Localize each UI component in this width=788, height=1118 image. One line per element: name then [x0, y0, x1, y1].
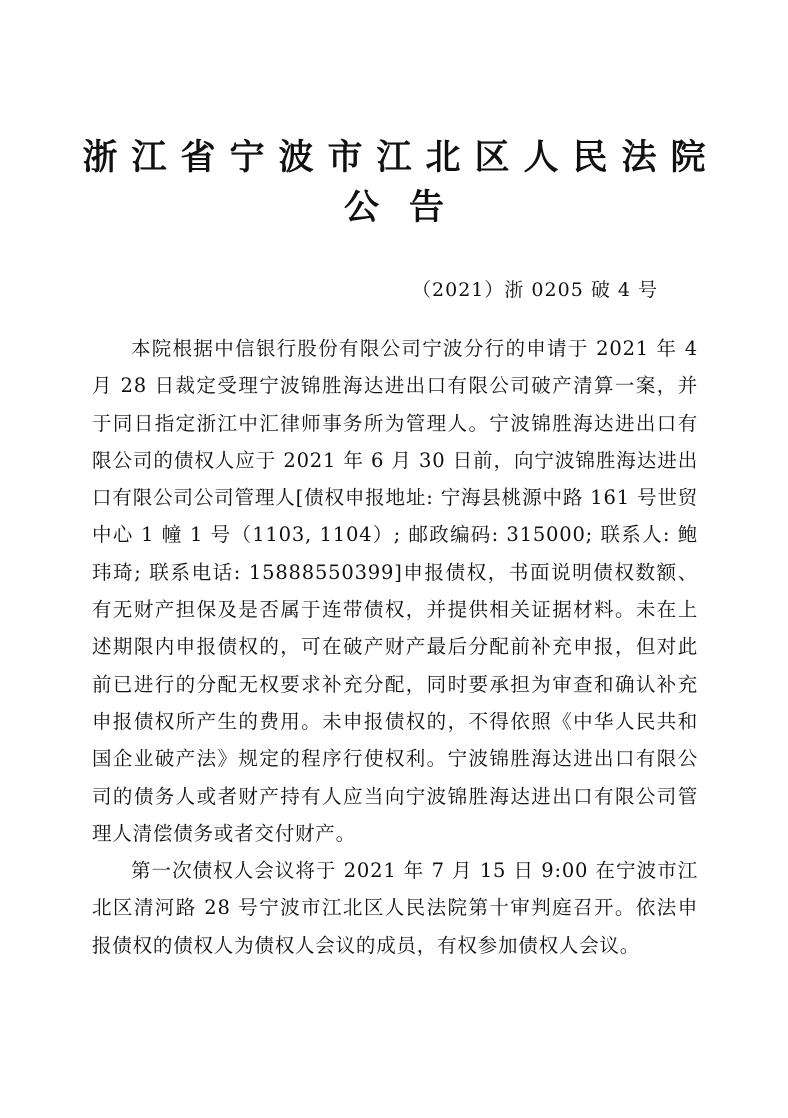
notice-paragraph-meeting: 第一次债权人会议将于 2021 年 7 月 15 日 9:00 在宁波市江北区清河路 28 号宁波市江北区人民法院第十审判庭召开。依法申报债权的债权人为债权人会议的成员，有权参加债权人会议。 [92, 859, 698, 957]
notice-body [92, 330, 698, 964]
case-number: （2021）浙 0205 破 4 号 [412, 279, 658, 301]
notice-paragraph-filing: 本院根据中信银行股份有限公司宁波分行的申请于 2021 年 4 月 28 日裁定受理宁波锦胜海达进出口有限公司破产清算一案，并于同日指定浙江中汇律师事务所为管理人。宁波锦胜海达进出口有限公司的债权人应于 2021 年 6 月 30 日前，向宁波锦胜海达进出口有限公司公司管理人[债权申报地址: 宁海县桃源中路 161 号世贸中心 1 幢 1 号（1103, 1104）; 邮政编码: 315000; 联系人: 鲍玮琦; 联系电话: 15888550399]申报债权，书面说明债权数额、有无财产担保及是否属于连带债权，并提供相关证据材料。未在上述期限内申报债权的，可在破产财产最后分配前补充申报，但对此前已进行的分配无权要求补充分配，同时要承担为审查和确认补充申报债权所产生的费用。未申报债权的，不得依照《中华人民共和国企业破产法》规定的程序行使权利。宁波锦胜海达进出口有限公司的债务人或者财产持有人应当向宁波锦胜海达进出口有限公司管理人清偿债务或者交付财产。 [92, 337, 698, 845]
document-type-title: 公告 [343, 187, 474, 228]
court-title: 浙江省宁波市江北区人民法院 [82, 137, 720, 178]
